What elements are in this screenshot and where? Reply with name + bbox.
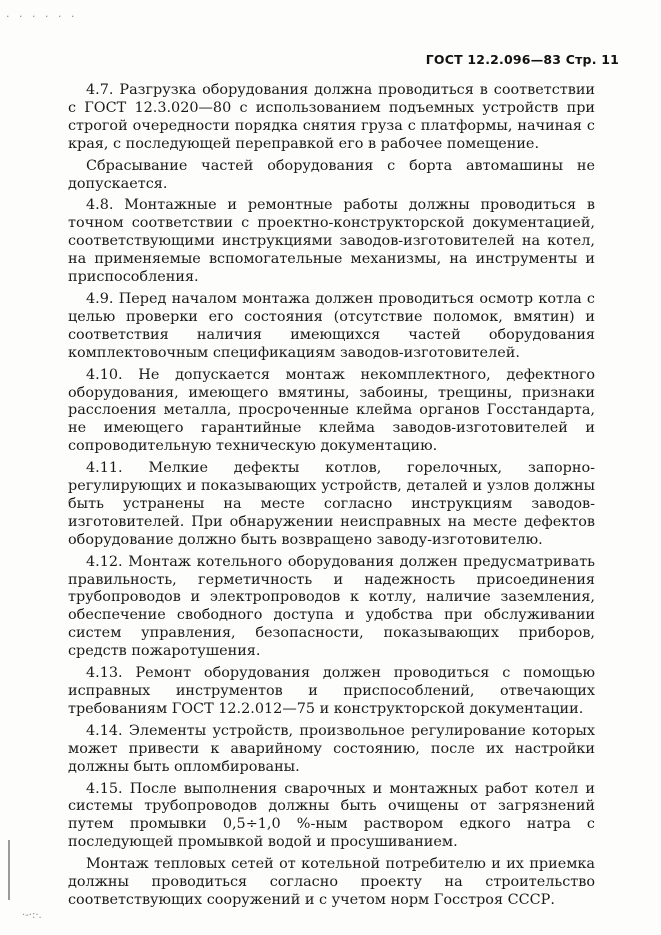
paragraph-4-8: 4.8. Монтажные и ремонтные работы должны проводиться в точном соответствии с проектно-конструкторской документацией, соответствующими инструкциями заводов-изготовителей на котел, на применяемые вспомогательные механизмы, на инструменты и приспособления. bbox=[68, 197, 595, 286]
paragraph-4-13: 4.13. Ремонт оборудования должен проводиться с помощью исправных инструментов и приспособлений, отвечающих требованиям ГОСТ 12.2.012—75 и конструкторской документации. bbox=[68, 665, 595, 717]
paragraph-4-9: 4.9. Перед началом монтажа должен проводиться осмотр котла с целью проверки его состояния (отсутствие поломок, вмятин) и соответствия наличия имеющихся частей оборудования комплектовочным спецификациям заводов-изготовителей. bbox=[68, 290, 595, 361]
paragraph-4-15: 4.15. После выполнения сварочных и монтажных работ котел и системы трубопроводов должны быть очищены от загрязнений путем промывки 0,5÷1,0 %-ным раствором едкого натра с последующей промывкой водой и просушиванием. bbox=[68, 780, 595, 851]
page-header: ГОСТ 12.2.096—83 Стр. 11 bbox=[425, 52, 619, 67]
scan-artifact-bottom: ·-·:·. bbox=[22, 910, 42, 921]
scan-edge-mark bbox=[8, 840, 10, 900]
scan-artifact-top: · · · · · · bbox=[6, 10, 78, 23]
document-body bbox=[68, 82, 595, 914]
paragraph-4-7: 4.7. Разгрузка оборудования должна проводиться в соответствии с ГОСТ 12.3.020—80 с использованием подъемных устройств при строгой очередности порядка снятия груза с платформы, начиная с края, с последующей переправкой его в рабочее помещение. bbox=[68, 82, 595, 152]
paragraph-4-7-note: Сбрасывание частей оборудования с борта автомашины не допускается. bbox=[68, 157, 595, 192]
paragraph-4-14: 4.14. Элементы устройств, произвольное регулирование которых может привести к аварийному состоянию, после их настройки должны быть опломбированы. bbox=[68, 722, 595, 775]
paragraph-4-15-heat-networks: Монтаж тепловых сетей от котельной потребителю и их приемка должны проводиться согласно проекту на строительство соответствующих сооружений и с учетом норм Госстроя СССР. bbox=[68, 856, 595, 908]
paragraph-4-10: 4.10. Не допускается монтаж некомплектного, дефектного оборудования, имеющего вмятины, забоины, трещины, признаки расслоения металла, просроченные клейма органов Госстандарта, не имеющего гарантийные клейма заводов-изготовителей и сопроводительную техническую документацию. bbox=[68, 366, 595, 455]
paragraph-4-12: 4.12. Монтаж котельного оборудования должен предусматривать правильность, герметичность и надежность присоединения трубопроводов и электропроводов к котлу, наличие заземления, обеспечение свободного доступа и удобства при обслуживании систем управления, безопасности, показывающих приборов, средств пожаротушения. bbox=[68, 553, 595, 660]
paragraph-4-11: 4.11. Мелкие дефекты котлов, горелочных, запорно-регулирующих и показывающих устройств, деталей и узлов должны быть устранены на месте согласно инструкциям заводов-изготовителей. При обнаружении неисправных на месте дефектов оборудование должно быть возвращено заводу-изготовителю. bbox=[68, 460, 595, 548]
